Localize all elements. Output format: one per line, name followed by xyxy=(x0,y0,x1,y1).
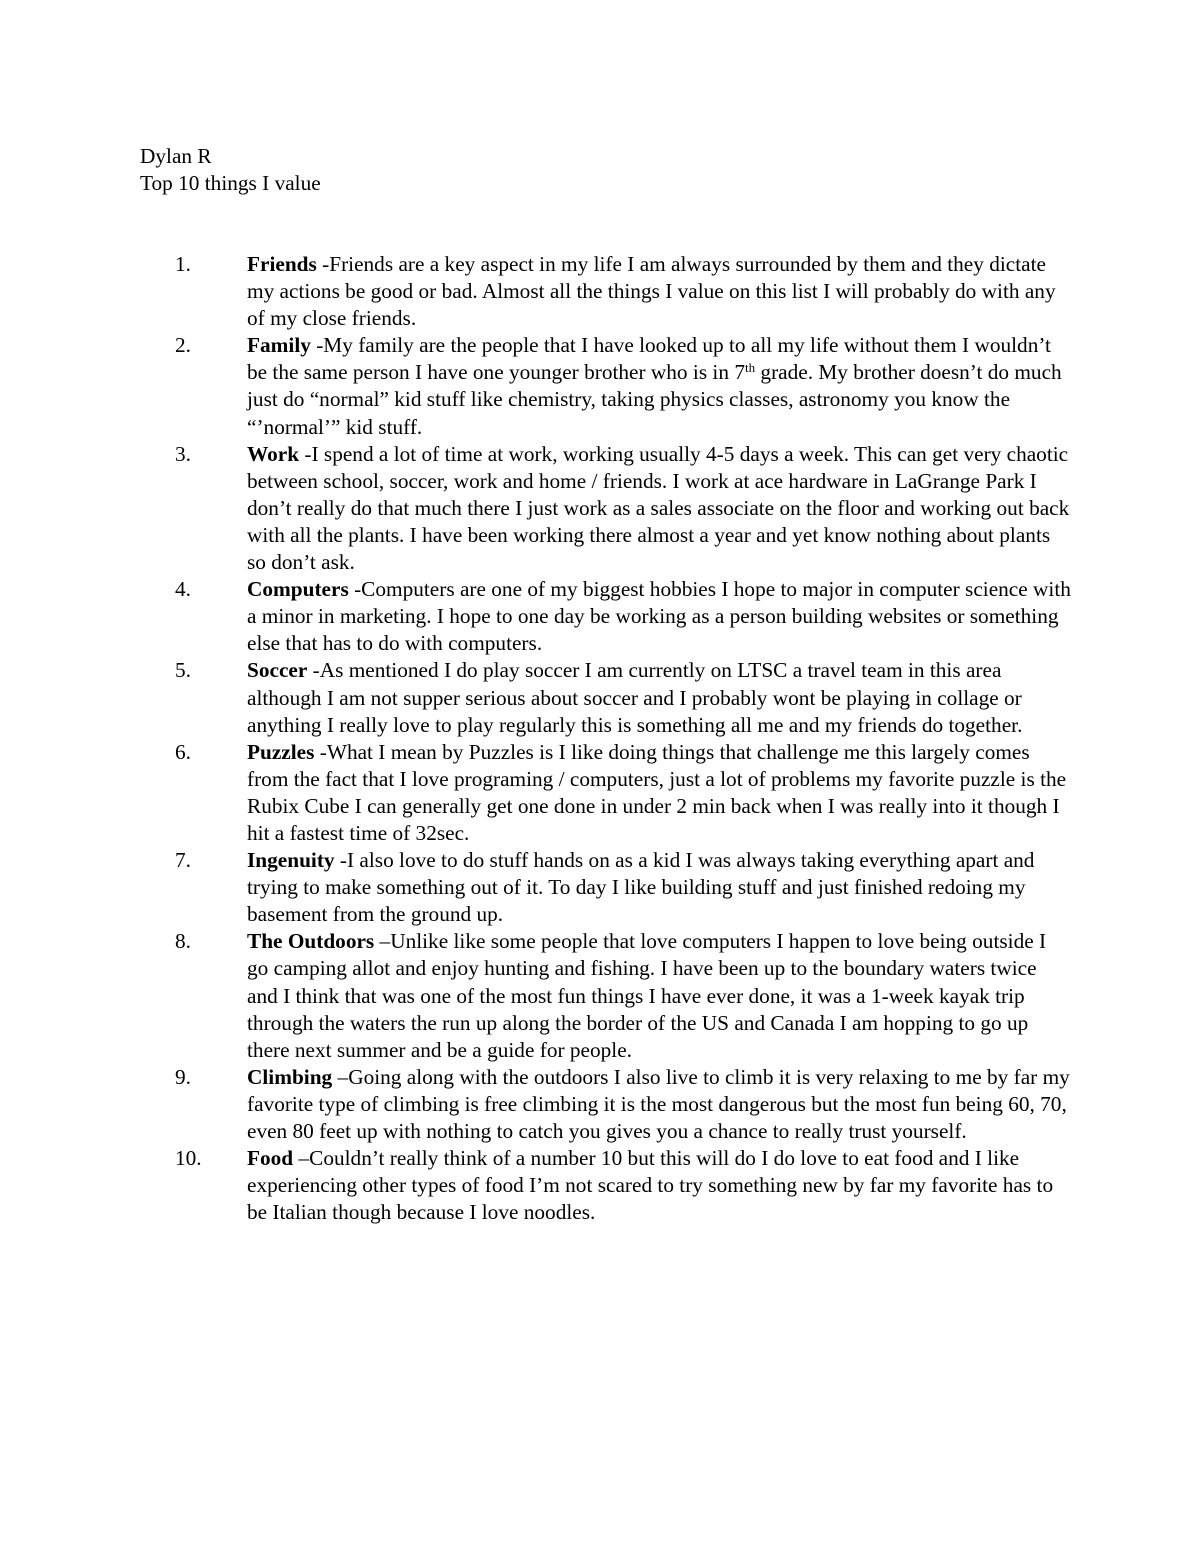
item-text: –Going along with the outdoors I also live to climb it is very relaxing to me by far my favorite type of climbing is free climbing it is the most dangerous but the most fun being 60, 70, even 80 feet up with nothing to catch you gives you a chance to really trust yourself. xyxy=(247,1064,1070,1143)
item-title: Computers xyxy=(247,577,349,602)
document-header xyxy=(140,143,321,197)
value-item-soccer xyxy=(0,657,1072,738)
item-text: –Unlike like some people that love computers I happen to love being outside I go camping allot and enjoy hunting and fishing. I have been up to the boundary waters twice and I think that was one of the most fun things I have ever done, it was a 1-week kayak trip through the waters the run up along the border of the US and Canada I am hopping to go up there next summer and be a guide for people. xyxy=(247,929,1047,1062)
value-item-ingenuity xyxy=(0,847,1072,928)
item-title: Friends xyxy=(247,252,317,276)
item-title: Soccer xyxy=(247,658,308,683)
value-item-friends xyxy=(0,251,1072,332)
item-number: 9. xyxy=(175,1064,191,1089)
item-title: Puzzles xyxy=(247,739,315,764)
item-title: Ingenuity xyxy=(247,848,335,873)
item-text-continued: grade. My brother doesn’t do much just do “normal” kid stuff like chemistry, taking physics classes, astronomy you know the “’normal’” kid stuff. xyxy=(247,360,1062,439)
item-text: -I also love to do stuff hands on as a kid I was always taking everything apart and trying to make something out of it. To day I like building stuff and just finished redoing my basement from the ground up. xyxy=(247,848,1035,927)
value-item-computers xyxy=(0,576,1072,657)
item-number: 2. xyxy=(175,333,191,358)
author-name: Dylan R xyxy=(140,144,212,168)
document-heading: Top 10 things I value xyxy=(140,171,321,195)
value-item-climbing xyxy=(0,1064,1072,1145)
item-number: 3. xyxy=(175,441,191,466)
values-list xyxy=(0,251,1200,1226)
item-number: 7. xyxy=(175,848,191,873)
item-number: 1. xyxy=(175,252,191,276)
item-text: -What I mean by Puzzles is I like doing things that challenge me this largely comes from the fact that I love programing / computers, just a lot of problems my favorite puzzle is the Rubix Cube I can generally get one done in under 2 min back when I was really into it though I hit a fastest time of 32sec. xyxy=(247,739,1067,845)
item-title: Family xyxy=(247,333,311,358)
item-title: The Outdoors xyxy=(247,929,375,954)
value-item-work xyxy=(0,441,1072,576)
value-item-puzzles xyxy=(0,739,1072,847)
item-title: Work xyxy=(247,441,300,466)
item-text: –Couldn’t really think of a number 10 but this will do I do love to eat food and I like experiencing other types of food I’m not scared to try something new by far my favorite has to be Italian though because I love noodles. xyxy=(247,1146,1054,1225)
value-item-family xyxy=(0,332,1072,440)
item-text: -Friends are a key aspect in my life I am always surrounded by them and they dictate my actions be good or bad. Almost all the things I value on this list I will probably do with any of my close friends. xyxy=(247,252,1056,331)
item-title: Food xyxy=(247,1146,294,1171)
item-number: 6. xyxy=(175,739,191,764)
item-number: 8. xyxy=(175,929,191,954)
item-superscript: th xyxy=(744,360,756,376)
item-number: 10. xyxy=(175,1146,202,1171)
item-text: -My family are the people that I have looked up to all my life without them I wouldn’t be the same person I have one younger brother who is in 7 xyxy=(247,333,1051,385)
item-number: 5. xyxy=(175,658,191,683)
value-item-the-outdoors xyxy=(0,928,1072,1063)
item-text: -As mentioned I do play soccer I am currently on LTSC a travel team in this area although I am not supper serious about soccer and I probably wont be playing in collage or anything I really love to play regularly this is something all me and my friends do together. xyxy=(247,658,1023,737)
item-title: Climbing xyxy=(247,1064,333,1089)
item-text: -I spend a lot of time at work, working usually 4-5 days a week. This can get very chaotic between school, soccer, work and home / friends. I work at ace hardware in LaGrange Park I don’t really do that much there I just work as a sales associate on the floor and working out back with all the plants. I have been working there almost a year and yet know nothing about plants so don’t ask. xyxy=(247,441,1070,575)
item-number: 4. xyxy=(175,577,191,602)
value-item-food xyxy=(0,1145,1072,1226)
item-text: -Computers are one of my biggest hobbies I hope to major in computer science with a minor in marketing. I hope to one day be working as a person building websites or something else that has to do with computers. xyxy=(247,577,1071,656)
